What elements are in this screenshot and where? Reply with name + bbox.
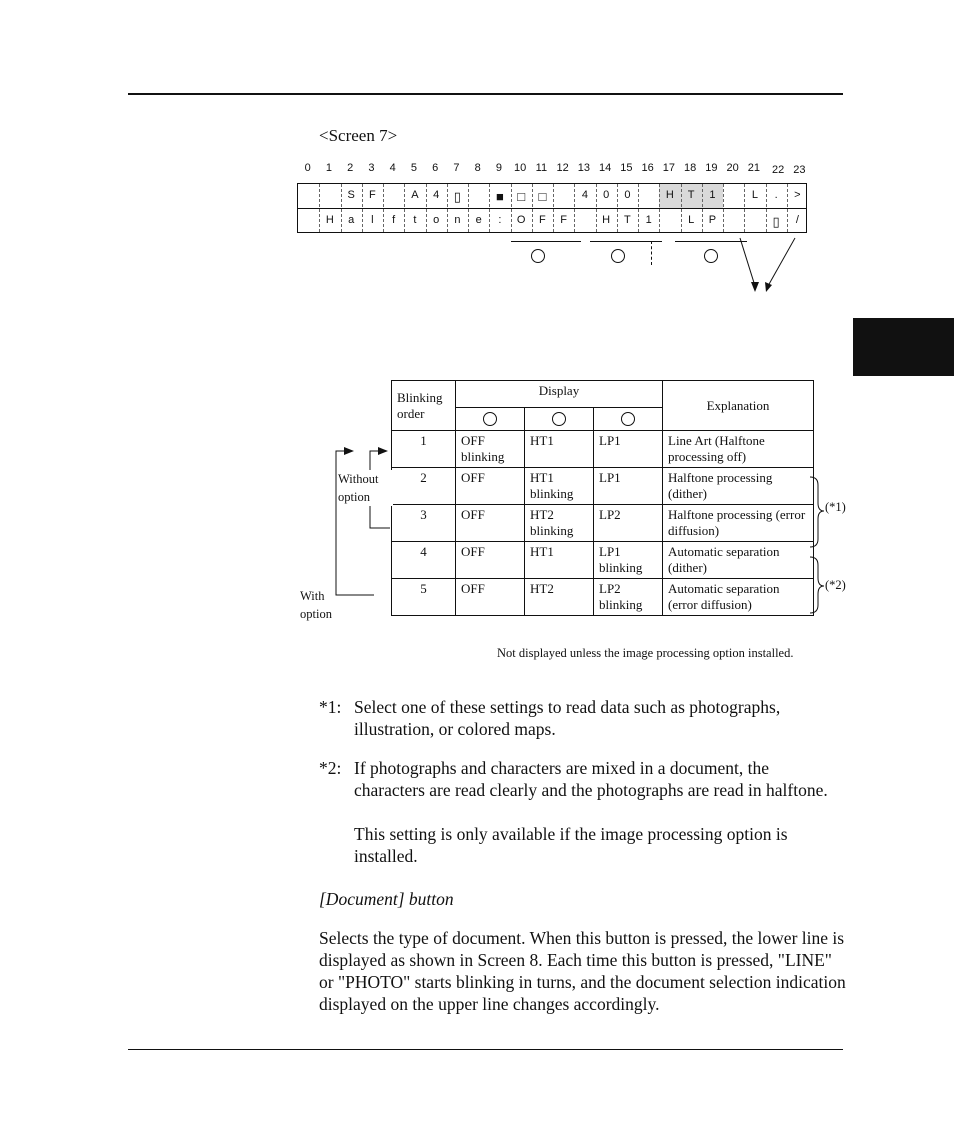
lcd-char: . [774,189,778,201]
table-cell-order: 4 [392,542,456,579]
lcd-divider [298,208,806,209]
column-number: 18 [684,162,697,174]
table-cell-explanation: Automatic separation (error diffusion) [663,579,814,616]
footnote-2-key: *2: [319,758,342,778]
blinking-order-table [391,380,814,616]
column-number: 19 [705,162,718,174]
footnote-2-text: If photographs and characters are mixed in a document, the characters are read clearly and the photographs are read in halftone. [354,758,828,800]
table-row [392,579,814,616]
lcd-cell-separator [723,184,724,232]
lcd-char: O [516,214,526,226]
table-cell-order: 1 [392,431,456,468]
lcd-cell-separator [787,184,788,232]
table-cell-d2: HT1 blinking [525,468,594,505]
lcd-cell-separator [341,184,342,232]
column-number: 4 [389,162,396,174]
lcd-char: F [560,214,567,226]
header-rule [128,93,843,95]
table-cell-explanation: Halftone processing (error diffusion) [663,505,814,542]
section-heading: [Document] button [319,889,454,909]
table-row [392,505,814,542]
table-cell-d1: OFF [456,542,525,579]
lcd-char: F [539,214,546,226]
circle-marker-3 [621,412,635,426]
lcd-char: 0 [624,189,631,201]
column-number: 22 [772,164,785,176]
table-row [392,542,814,579]
footnote-1-key: *1: [319,697,342,717]
column-number: 8 [474,162,481,174]
footnote-2-text2: This setting is only available if the image processing option is installed. [354,824,788,866]
chapter-tab [853,318,954,376]
lcd-char: T [624,214,631,226]
lcd-char: / [795,214,799,226]
lcd-char: □ [517,189,526,204]
lcd-char: 1 [709,189,716,201]
circle-marker-2 [611,249,625,263]
table-cell-d1: OFF blinking [456,431,525,468]
column-number: 23 [793,164,806,176]
table-cell-order: 2 [392,468,456,505]
column-number: 1 [325,162,332,174]
lcd-char: ■ [495,189,504,204]
screen-label: <Screen 7> [319,126,398,145]
lcd-char: e [475,214,482,226]
option-brackets [330,440,395,610]
table-cell-d3: LP2 blinking [594,579,663,616]
column-number: 21 [747,162,760,174]
lcd-char: A [411,189,419,201]
lcd-cell-separator [447,184,448,232]
lcd-cell-separator [617,184,618,232]
lcd-char: a [348,214,355,226]
lcd-cell-separator [574,184,575,232]
lcd-cell-separator [681,184,682,232]
lcd-char: H [325,214,334,226]
lcd-char: n [454,214,461,226]
lcd-char: > [794,189,801,201]
table-row [392,468,814,505]
column-number: 5 [410,162,417,174]
lcd-cell-separator [553,184,554,232]
lcd-char: □ [538,189,547,204]
table-cell-d1: OFF [456,468,525,505]
bracket-label-2: (*2) [825,578,846,592]
table-cell-d1: OFF [456,505,525,542]
lcd-cell-separator [468,184,469,232]
table-cell-d3: LP1 [594,468,663,505]
lcd-char: S [347,189,355,201]
with-option-label: With option [300,589,332,621]
table-cell-d2: HT2 [525,579,594,616]
without-option-label: Without option [338,470,393,506]
column-number: 17 [662,162,675,174]
header-blinking-order: Blinking order [392,381,456,431]
lcd-cell-separator [426,184,427,232]
column-number: 11 [535,162,548,174]
column-number: 20 [726,162,739,174]
circle-marker-1 [483,412,497,426]
table-cell-d3: LP1 [594,431,663,468]
circle-marker-2 [552,412,566,426]
lcd-char: ▯ [772,214,780,229]
table-cell-explanation: Line Art (Halftone processing off) [663,431,814,468]
table-cell-explanation: Halftone processing (dither) [663,468,814,505]
column-number: 7 [453,162,460,174]
lcd-display [297,183,807,233]
column-number: 14 [599,162,612,174]
bracket-label-1: (*1) [825,500,846,514]
table-row [392,431,814,468]
table-cell-explanation: Automatic separation (dither) [663,542,814,579]
footer-rule [128,1049,843,1050]
table-cell-order: 3 [392,505,456,542]
lcd-char: 4 [433,189,440,201]
lcd-cell-separator [404,184,405,232]
table-cell-order: 5 [392,579,456,616]
header-explanation: Explanation [663,381,814,431]
lcd-cell-separator [638,184,639,232]
lcd-char: t [413,214,417,226]
column-number: 15 [620,162,633,174]
lcd-char: : [498,214,502,226]
lcd-char: F [369,189,376,201]
lcd-char: 0 [603,189,610,201]
lcd-char: T [687,189,695,201]
footnote-1-text: Select one of these settings to read data such as photographs, illustration, or colored maps. [354,697,781,739]
lcd-cell-separator [659,184,660,232]
lcd-char: o [433,214,440,226]
column-number: 12 [556,162,569,174]
header-display: Display [456,381,663,408]
column-number: 2 [347,162,354,174]
table-cell-d2: HT1 [525,542,594,579]
lcd-cell-separator [362,184,363,232]
lcd-cell-separator [744,184,745,232]
footnote-braces [808,475,828,615]
column-number: 16 [641,162,654,174]
lcd-char: l [371,214,374,226]
circle-marker-3 [704,249,718,263]
table-cell-d2: HT2 blinking [525,505,594,542]
lcd-cell-separator [532,184,533,232]
table-cell-d3: LP1 blinking [594,542,663,579]
table-cell-d3: LP2 [594,505,663,542]
lcd-cell-separator [766,184,767,232]
annotation-dash [651,241,652,265]
lcd-char: H [602,214,611,226]
column-number: 0 [304,162,311,174]
column-number: 10 [514,162,527,174]
lcd-cell-separator [383,184,384,232]
lcd-char: L [688,214,695,226]
arrows-svg [730,230,810,300]
lcd-char: f [392,214,396,226]
lcd-char: H [665,189,674,201]
column-number: 3 [368,162,375,174]
column-number: 6 [432,162,439,174]
lcd-cell-separator [511,184,512,232]
lcd-cell-separator [596,184,597,232]
lcd-cell-separator [489,184,490,232]
column-number: 9 [495,162,502,174]
lcd-cell-separator [702,184,703,232]
circle-marker-1 [531,249,545,263]
table-cell-d2: HT1 [525,431,594,468]
lcd-char: ▯ [453,189,461,204]
table-cell-d1: OFF [456,579,525,616]
lcd-cell-separator [319,184,320,232]
lcd-char: 4 [581,189,588,201]
annotation-line-1 [511,241,581,242]
section-body: Selects the type of document. When this button is pressed, the lower line is displayed as shown in Screen 8. Each time this button is pressed, "LINE" or "PHOTO" starts blinking in turns, and the document selection indication displayed on the upper line changes accordingly. [319,928,846,1014]
lcd-char: 1 [645,214,652,226]
lcd-char: P [708,214,717,226]
lcd-char: L [751,189,758,201]
table-note: Not displayed unless the image processing option installed. [497,646,794,660]
column-number: 13 [577,162,590,174]
